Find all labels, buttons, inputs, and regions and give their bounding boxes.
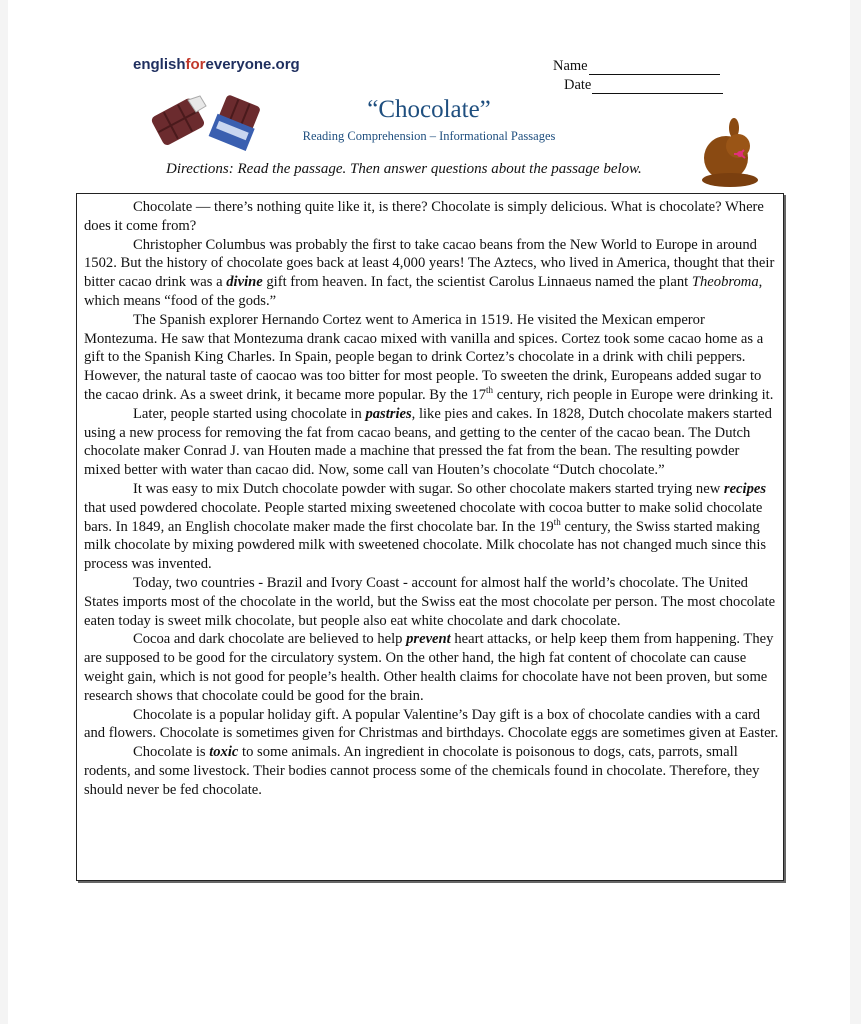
vocab-word: prevent xyxy=(406,631,451,648)
paragraph-4: Later, people started using chocolate in pastries, like pies and cakes. In 1828, Dutch chocolate makers started using a new process for removing the fat from cacao beans, and getting to the center of the cacao bean. The Dutch chocolate maker Conrad J. van Houten made a machine that pressed the fat from the bean. The resulting powder mixed better with water than cacao did. Now, some call van Houten’s chocolate “Dutch chocolate.” xyxy=(84,405,772,479)
paragraph-5: It was easy to mix Dutch chocolate powder with sugar. So other chocolate makers started trying new recipes that used powdered chocolate. People started mixing sweetened chocolate with cocoa butter to make solid chocolate bars. In 1849, an English chocolate maker made the first chocolate bar. In the 19th century, the Swiss started making milk chocolate by mixing powdered milk with sweetened chocolate. Milk chocolate has not changed much since this process was invented. xyxy=(84,480,767,573)
site-logo-text: englishforeveryone.org xyxy=(133,56,300,73)
paragraph-6: Today, two countries - Brazil and Ivory Coast - account for almost half the world’s chocolate. The United States imports most of the chocolate in the world, but the Swiss eat the most chocolate per person. The most chocolate eaten today is sweet milk chocolate, but people also eat white chocolate and dark chocolate. xyxy=(84,574,776,629)
date-blank[interactable] xyxy=(592,79,723,94)
directions-text: Directions: Read the passage. Then answer questions about the passage below. xyxy=(166,161,642,177)
vocab-word: pastries xyxy=(365,405,412,422)
paragraph-2: Christopher Columbus was probably the first to take cacao beans from the New World to Europe in around 1502. But the history of chocolate goes back at least 4,000 years! The Aztecs, who lived in America, thought that their bitter cacao drink was a divine gift from heaven. In fact, the scientist Carolus Linnaeus named the plant Theobroma, which means “food of the gods.” xyxy=(84,236,775,309)
worksheet-page xyxy=(8,0,850,1024)
paragraph-3: The Spanish explorer Hernando Cortez went to America in 1519. He visited the Mexican emperor Montezuma. He saw that Montezuma drank cacao mixed with vanilla and spices. Cortez took some cacao home as a gift to the Spanish King Charles. In Spain, people began to drink Cortez’s chocolate in a drink with chili peppers. However, the natural taste of caocao was too bitter for most people. To sweeten the drink, Europeans added sugar to the cacao drink. As a sweet drink, it became more popular. By the 17th century, rich people in Europe were drinking it. xyxy=(84,311,774,403)
paragraph-8: Chocolate is a popular holiday gift. A popular Valentine’s Day gift is a box of chocolate candies with a card and flowers. Chocolate is sometimes given for Christmas and birthdays. Chocolate eggs are sometimes given at Easter. xyxy=(84,706,779,742)
name-blank[interactable] xyxy=(589,60,720,75)
vocab-word: recipes xyxy=(723,480,767,497)
vocab-word: toxic xyxy=(209,744,239,761)
vocab-word: divine xyxy=(226,274,263,291)
paragraph-1: Chocolate — there’s nothing quite like it, is there? Chocolate is simply delicious. What is chocolate? Where does it come from? xyxy=(84,199,764,234)
page-subtitle: Reading Comprehension – Informational Passages xyxy=(302,129,556,143)
paragraph-9: Chocolate is toxic to some animals. An ingredient in chocolate is poisonous to dogs, cats, parrots, small rodents, and some livestock. Their bodies cannot process some of the chemicals found in chocolate. Therefore, they should never be fed chocolate. xyxy=(84,744,760,798)
page-title: “Chocolate” xyxy=(367,96,491,123)
name-field: Name xyxy=(553,58,720,75)
chocolate-bunny-illustration xyxy=(698,118,762,190)
paragraph-7: Cocoa and dark chocolate are believed to help prevent heart attacks, or help keep them from happening. They are supposed to be good for the circulatory system. On the other hand, the high fat content of chocolate can cause weight gain, which is not good for people’s health. Other health claims for chocolate have not been proven, but some research shows that chocolate could be good for the brain. xyxy=(84,631,774,704)
date-field: Date xyxy=(564,77,723,94)
reading-passage xyxy=(76,193,784,881)
